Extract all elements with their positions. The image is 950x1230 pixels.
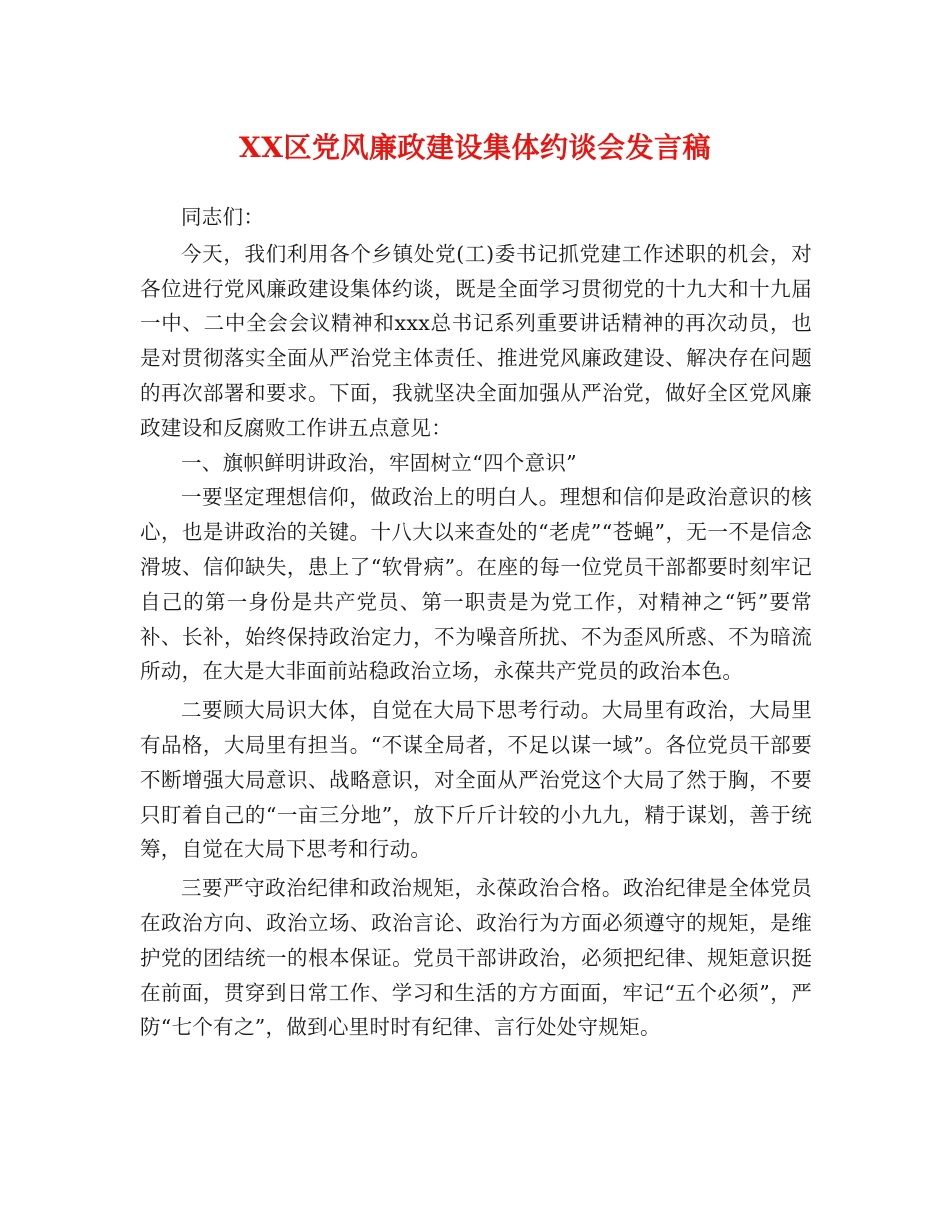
document-title: XX区党风廉政建设集体约谈会发言稿	[239, 131, 711, 164]
section-heading-1: 一、旗帜鲜明讲政治，牢固树立“四个意识”	[181, 450, 577, 475]
point-paragraph-1: 一要坚定理想信仰，做政治上的明白人。理想和信仰是政治意识的核心，也是讲政治的关键。十八大以来查处的“老虎”“苍蝇”，无一不是信念滑坡、信仰缺失，患上了“软骨病”。在座的每一位党员干部都要时刻牢记自己的第一身份是共产党员、第一职责是为党工作，对精神之“钙”要常补、长补，始终保持政治定力，不为噪音所扰、不为歪风所惑、不为暗流所动，在大是大非面前站稳政治立场，永葆共产党员的政治本色。	[140, 485, 812, 684]
document-body	[140, 200, 812, 1045]
salutation-paragraph: 同志们：	[181, 205, 265, 229]
point-paragraph-2: 二要顾大局识大体，自觉在大局下思考行动。大局里有政治，大局里有品格，大局里有担当。“不谋全局者，不足以谋一域”。各位党员干部要不断增强大局意识、战略意识，对全面从严治党这个大局了然于胸，不要只盯着自己的“一亩三分地”，放下斤斤计较的小九九，精于谋划，善于统筹，自觉在大局下思考和行动。	[140, 698, 812, 862]
intro-paragraph: 今天，我们利用各个乡镇处党(工)委书记抓党建工作述职的机会，对各位进行党风廉政建设集体约谈，既是全面学习贯彻党的十九大和十九届一中、二中全会会议精神和xxx总书记系列重要讲话精神的再次动员，也是对贯彻落实全面从严治党主体责任、推进党风廉政建设、解决存在问题的再次部署和要求。下面，我就坚决全面加强从严治党，做好全区党风廉政建设和反腐败工作讲五点意见：	[140, 241, 812, 440]
point-paragraph-3: 三要严守政治纪律和政治规矩，永葆政治合格。政治纪律是全体党员在政治方向、政治立场、政治言论、政治行为方面必须遵守的规矩，是维护党的团结统一的根本保证。党员干部讲政治，必须把纪律、规矩意识挺在前面，贯穿到日常工作、学习和生活的方方面面，牢记“五个必须”，严防“七个有之”，做到心里时时有纪律、言行处处守规矩。	[140, 876, 812, 1040]
